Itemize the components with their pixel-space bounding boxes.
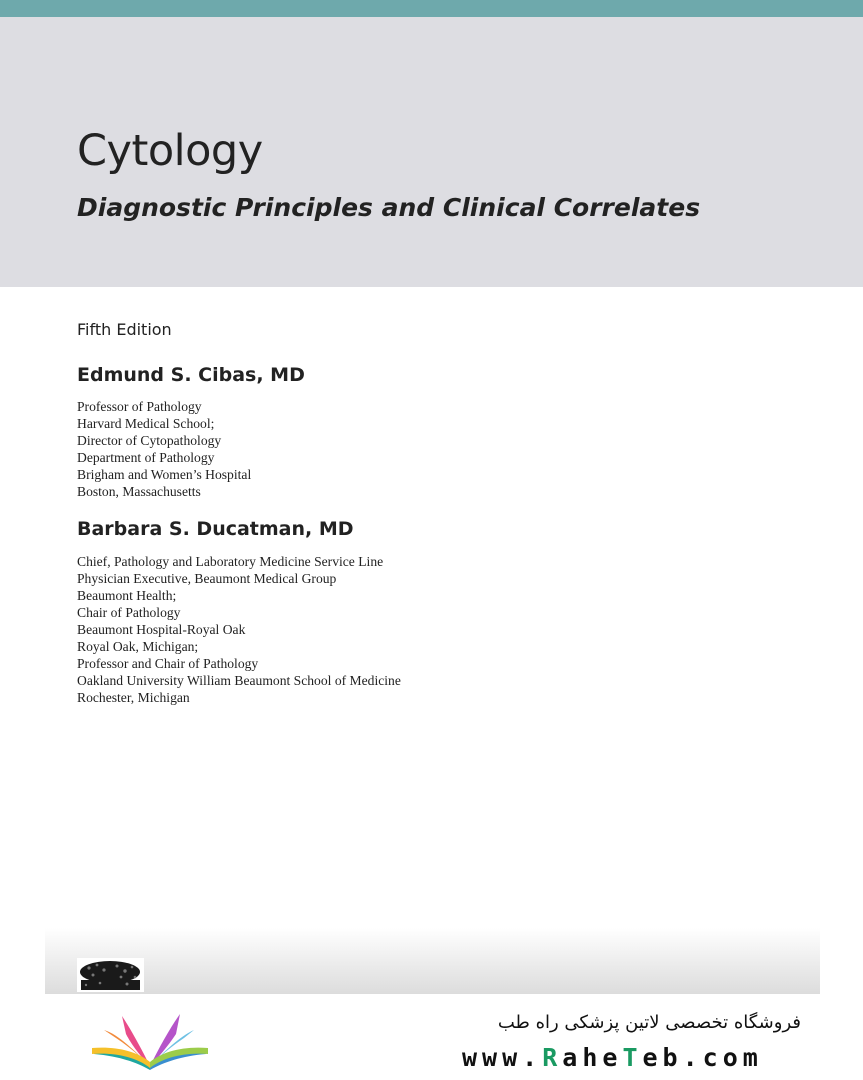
affiliation-line: Boston, Massachusetts (77, 484, 201, 499)
url-mid: ahe (562, 1043, 623, 1072)
affiliation-line: Beaumont Hospital-Royal Oak (77, 622, 246, 637)
affiliation-line: Chief, Pathology and Laboratory Medicine Service Line (77, 554, 384, 569)
affiliation-line: Chair of Pathology (77, 605, 181, 620)
affiliation-line: Department of Pathology (77, 450, 215, 465)
affiliation-line: Royal Oak, Michigan; (77, 639, 199, 654)
affiliation-line: Rochester, Michigan (77, 690, 190, 705)
affiliation-line: Professor and Chair of Pathology (77, 656, 259, 671)
top-accent-bar (0, 0, 863, 17)
store-url (462, 1043, 763, 1072)
store-name-persian: فروشگاه تخصصی لاتین پزشکی راه طب (497, 1012, 801, 1033)
author-1-affiliation (77, 398, 251, 500)
url-r: R (542, 1043, 563, 1072)
author-2-name: Barbara S. Ducatman, MD (77, 518, 354, 540)
affiliation-line: Beaumont Health; (77, 588, 177, 603)
author-2-affiliation (77, 553, 401, 706)
edition-label: Fifth Edition (77, 320, 172, 339)
url-prefix: www. (462, 1043, 543, 1072)
book-title: Cytology (77, 126, 263, 176)
footer-gradient (45, 928, 820, 994)
url-t: T (622, 1043, 643, 1072)
affiliation-line: Physician Executive, Beaumont Medical Group (77, 571, 337, 586)
url-rest: eb.com (642, 1043, 763, 1072)
book-subtitle: Diagnostic Principles and Clinical Correlates (77, 193, 701, 222)
affiliation-line: Oakland University William Beaumont School of Medicine (77, 673, 401, 688)
elsevier-tree-logo-icon (77, 958, 144, 992)
affiliation-line: Professor of Pathology (77, 399, 202, 414)
affiliation-line: Director of Cytopathology (77, 433, 222, 448)
open-book-rainbow-logo-icon (88, 1008, 212, 1072)
author-1-name: Edmund S. Cibas, MD (77, 364, 305, 386)
affiliation-line: Brigham and Women’s Hospital (77, 467, 252, 482)
affiliation-line: Harvard Medical School; (77, 416, 215, 431)
